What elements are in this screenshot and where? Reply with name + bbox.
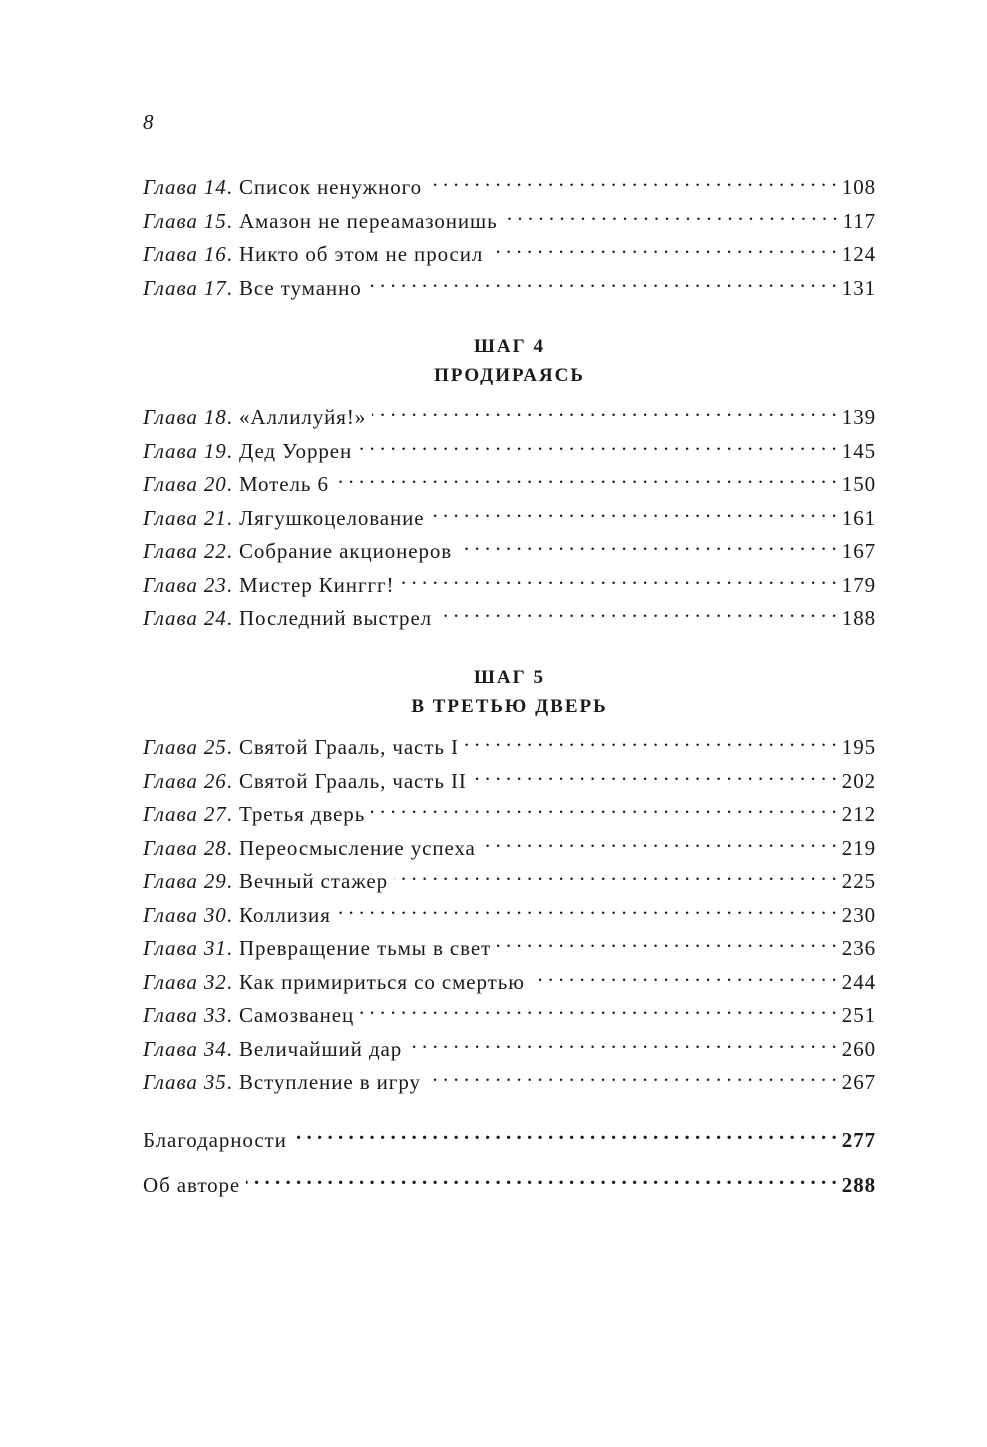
- entry-title: Благодарности: [143, 1128, 287, 1153]
- chapter-title: Третья дверь: [238, 802, 366, 827]
- dot-leader: [438, 600, 837, 625]
- chapter-number: Глава 23: [143, 572, 227, 597]
- toc-entry[interactable]: Глава 31 . Превращение тьмы в свет . . . 236: [143, 930, 876, 964]
- chapter-title: Вечный стажер: [238, 869, 389, 894]
- chapter-number: Глава 26: [143, 768, 227, 793]
- chapter-number: Глава 33: [143, 1003, 227, 1028]
- step-title: В ТРЕТЬЮ ДВЕРЬ: [411, 696, 608, 717]
- dot-leader: [497, 930, 837, 955]
- chapter-number: Глава 15: [143, 208, 227, 233]
- page-ref: 150: [841, 472, 876, 497]
- page-ref: 267: [841, 1070, 876, 1095]
- page-ref: 188: [841, 606, 876, 631]
- dot-leader: [335, 466, 837, 491]
- toc-entry-about-author[interactable]: [143, 1167, 876, 1212]
- chapter-number: Глава 28: [143, 835, 227, 860]
- chapter-title: Лягушкоцелование: [238, 505, 425, 530]
- section-heading-step-5: [143, 663, 876, 721]
- page-ref: 117: [842, 208, 876, 233]
- dot-leader: [394, 863, 837, 888]
- dot-leader: [360, 997, 837, 1022]
- dot-leader: [531, 964, 837, 989]
- page-ref: 230: [841, 902, 876, 927]
- page-ref: 202: [841, 768, 876, 793]
- page-ref: 219: [841, 835, 876, 860]
- toc-group-2: [143, 399, 876, 634]
- dot-leader: [428, 169, 837, 194]
- toc-entry[interactable]: Глава 25 . Святой Грааль, часть I . . . 195: [143, 729, 876, 763]
- dot-leader: [246, 1167, 837, 1192]
- chapter-title: Вступление в игру: [238, 1070, 421, 1095]
- page-number: 8: [143, 110, 154, 134]
- toc-entry[interactable]: Глава 18 . «Аллилуйя!» . . . 139: [143, 399, 876, 433]
- dot-leader: [427, 1064, 837, 1089]
- chapter-title: Собрание акционеров: [238, 539, 453, 564]
- toc-entry[interactable]: Глава 35 . Вступление в игру . . . 267: [143, 1064, 876, 1098]
- toc-entry[interactable]: Глава 29 . Вечный стажер . . . 225: [143, 863, 876, 897]
- chapter-number: Глава 19: [143, 438, 227, 463]
- page-ref: 251: [841, 1003, 876, 1028]
- chapter-title: Мотель 6: [238, 472, 329, 497]
- chapter-number: Глава 25: [143, 735, 227, 760]
- chapter-title: Переосмысление успеха: [238, 835, 476, 860]
- toc-entry[interactable]: Глава 24 . Последний выстрел . . . 188: [143, 600, 876, 634]
- chapter-number: Глава 30: [143, 902, 227, 927]
- dot-leader: [489, 236, 837, 261]
- chapter-title: Святой Грааль, часть I: [238, 735, 459, 760]
- chapter-number: Глава 35: [143, 1070, 227, 1095]
- section-heading-step-4: [143, 332, 876, 390]
- page-ref: 124: [841, 242, 876, 267]
- chapter-title: Последний выстрел: [238, 606, 433, 631]
- toc-entry[interactable]: Глава 20 . Мотель 6 . . . 150: [143, 466, 876, 500]
- chapter-title: Мистер Кинггг!: [238, 572, 395, 597]
- dot-leader: [482, 830, 837, 855]
- toc-entry[interactable]: Глава 26 . Святой Грааль, часть II . . . 202: [143, 763, 876, 797]
- toc-entry[interactable]: Глава 19 . Дед Уоррен . . . 145: [143, 433, 876, 467]
- chapter-number: Глава 22: [143, 539, 227, 564]
- dot-leader: [337, 897, 837, 922]
- chapter-number: Глава 17: [143, 275, 227, 300]
- dot-leader: [293, 1122, 837, 1147]
- page-ref: 277: [841, 1128, 876, 1153]
- chapter-number: Глава 29: [143, 869, 227, 894]
- chapter-number: Глава 18: [143, 405, 227, 430]
- chapter-title: Как примириться со смертью: [238, 969, 525, 994]
- page-ref: 195: [841, 735, 876, 760]
- chapter-title: Превращение тьмы в свет: [238, 936, 492, 961]
- chapter-title: Амазон не переамазонишь: [238, 208, 498, 233]
- chapter-title: Никто об этом не просил: [238, 242, 484, 267]
- step-label: ШАГ 5: [474, 667, 545, 688]
- step-label: ШАГ 4: [474, 336, 545, 357]
- chapter-number: Глава 32: [143, 969, 227, 994]
- dot-leader: [504, 203, 838, 228]
- entry-title: Об авторе: [143, 1173, 241, 1198]
- dot-leader: [408, 1031, 837, 1056]
- page-ref: 139: [841, 405, 876, 430]
- chapter-number: Глава 24: [143, 606, 227, 631]
- dot-leader: [371, 796, 837, 821]
- chapter-title: Величайший дар: [238, 1036, 403, 1061]
- toc-entry[interactable]: Глава 33 . Самозванец . . . 251: [143, 997, 876, 1031]
- toc-entry[interactable]: Глава 21 . Лягушкоцелование . . . 161: [143, 500, 876, 534]
- page-ref: 179: [841, 572, 876, 597]
- toc-entry[interactable]: Глава 27 . Третья дверь . . . 212: [143, 796, 876, 830]
- chapter-number: Глава 34: [143, 1036, 227, 1061]
- chapter-title: «Аллилуйя!»: [238, 405, 367, 430]
- toc-entry[interactable]: Глава 28 . Переосмысление успеха . . . 219: [143, 830, 876, 864]
- chapter-title: Список ненужного: [238, 175, 422, 200]
- chapter-number: Глава 31: [143, 936, 227, 961]
- toc-group-1: [143, 169, 876, 303]
- dot-leader: [431, 500, 837, 525]
- dot-leader: [358, 433, 837, 458]
- page-ref: 145: [841, 438, 876, 463]
- dot-leader: [473, 763, 837, 788]
- page-ref: 244: [841, 969, 876, 994]
- dot-leader: [458, 533, 837, 558]
- page-ref: 212: [841, 802, 876, 827]
- toc-group-3: [143, 729, 876, 1098]
- dot-leader: [368, 270, 837, 295]
- toc-entry[interactable]: Глава 22 . Собрание акционеров . . . 167: [143, 533, 876, 567]
- page-ref: 225: [841, 869, 876, 894]
- chapter-number: Глава 21: [143, 505, 227, 530]
- page-ref: 131: [841, 275, 876, 300]
- chapter-title: Самозванец: [238, 1003, 355, 1028]
- chapter-title: Все туманно: [238, 275, 362, 300]
- page-ref: 260: [841, 1036, 876, 1061]
- toc-entry[interactable]: Глава 17 . Все туманно . . . 131: [143, 270, 876, 304]
- chapter-number: Глава 20: [143, 472, 227, 497]
- chapter-title: Коллизия: [238, 902, 331, 927]
- dot-leader: [400, 567, 836, 592]
- chapter-number: Глава 14: [143, 175, 227, 200]
- toc-entry[interactable]: Глава 23 . Мистер Кинггг! . . . 179: [143, 567, 876, 601]
- dot-leader: [465, 729, 837, 754]
- chapter-title: Дед Уоррен: [238, 438, 353, 463]
- page-ref: 288: [841, 1173, 876, 1198]
- toc-entry[interactable]: Глава 32 . Как примириться со смертью . . . 244: [143, 964, 876, 998]
- page-ref: 161: [841, 505, 876, 530]
- chapter-number: Глава 16: [143, 242, 227, 267]
- chapter-number: Глава 27: [143, 802, 227, 827]
- chapter-title: Святой Грааль, часть II: [238, 768, 467, 793]
- step-title: ПРОДИРАЯСЬ: [434, 365, 585, 386]
- toc-entry[interactable]: Глава 15 . Амазон не переамазонишь . . . 117: [143, 203, 876, 237]
- page-ref: 236: [841, 936, 876, 961]
- page-ref: 167: [841, 539, 876, 564]
- toc-entry[interactable]: Глава 30 . Коллизия . . . 230: [143, 897, 876, 931]
- toc-entry[interactable]: Глава 14 . Список ненужного . . . 108: [143, 169, 876, 203]
- page-ref: 108: [841, 175, 876, 200]
- toc-entry-acknowledgements[interactable]: [143, 1122, 876, 1167]
- dot-leader: [372, 399, 837, 424]
- toc-entry[interactable]: Глава 34 . Величайший дар . . . 260: [143, 1031, 876, 1065]
- toc-entry[interactable]: Глава 16 . Никто об этом не просил . . . 124: [143, 236, 876, 270]
- toc-back-matter: [143, 1122, 876, 1212]
